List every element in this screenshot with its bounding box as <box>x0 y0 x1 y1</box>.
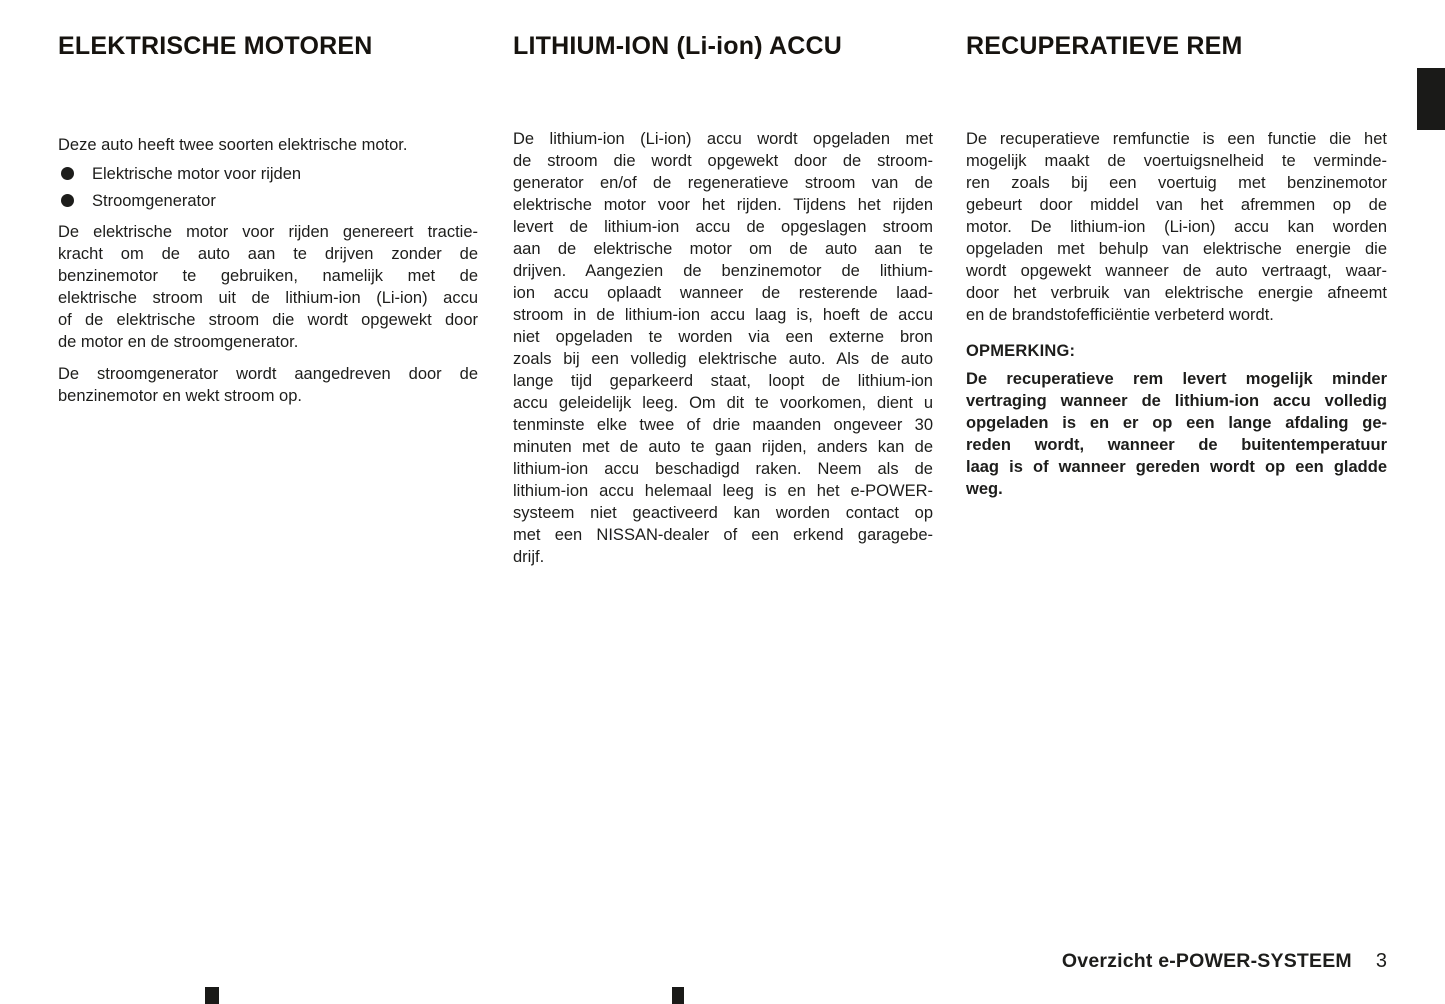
text-line: De stroomgenerator wordt aangedreven door de <box>58 365 478 383</box>
text-line: benzinemotor en wekt stroom op. <box>58 387 302 405</box>
text-line: de motor en de stroomgenerator. <box>58 333 299 351</box>
text-line: opgeladen met behulp van elektrische energie die <box>966 240 1387 258</box>
text-line: levert de lithium-ion accu de opgeslagen stroom <box>513 218 933 236</box>
text-line: systeem niet geactiveerd kan worden contact op <box>513 504 933 522</box>
list-item-label: Elektrische motor voor rijden <box>92 164 302 183</box>
bullet-icon <box>61 167 74 180</box>
text-line: ren zoals bij een voertuig met benzinemotor <box>966 174 1387 192</box>
page-number: 3 <box>1375 950 1387 972</box>
text-line: niet opgeladen te worden via een externe bron <box>513 328 933 346</box>
text-line: zoals bij een volledig elektrische auto. Als de auto <box>513 350 933 368</box>
section-heading: RECUPERATIEVE REM <box>966 32 1243 60</box>
text-line: gebeurt door middel van het afremmen op de <box>966 196 1387 214</box>
text-line: De recuperatieve rem levert mogelijk minder <box>966 370 1387 388</box>
paragraph <box>513 128 933 568</box>
note-paragraph <box>966 368 1387 500</box>
text-line: opgeladen is en er op een lange afdaling ge- <box>966 414 1387 432</box>
text-line: benzinemotor te gebruiken, namelijk met de <box>58 267 478 285</box>
paragraph <box>58 363 478 407</box>
column-recuperatieve-rem <box>966 33 1387 500</box>
text-line: weg. <box>966 480 1003 498</box>
print-mark <box>672 987 684 1004</box>
text-line: mogelijk maakt de voertuigsnelheid te verminde- <box>966 152 1387 170</box>
text-line: drijven. Aangezien de benzinemotor de lithium- <box>513 262 933 280</box>
section-heading: LITHIUM-ION (Li-ion) ACCU <box>513 32 842 60</box>
list-item <box>58 160 478 187</box>
text-line: ion accu oplaadt wanneer de resterende laad- <box>513 284 933 302</box>
text-line: minuten met de auto te gaan rijden, anders kan de <box>513 438 933 456</box>
paragraph <box>58 221 478 353</box>
text-line: lithium-ion accu beschadigd raken. Neem als de <box>513 460 933 478</box>
text-line: aan de elektrische motor om de auto aan te <box>513 240 933 258</box>
text-line: accu geleidelijk leeg. Om dit te voorkomen, dient u <box>513 394 933 412</box>
text-line: reden wordt, wanneer de buitentemperatuur <box>966 436 1387 454</box>
text-line: of de elektrische stroom die wordt opgewekt door <box>58 311 478 329</box>
paragraph <box>966 128 1387 326</box>
list-item <box>58 187 478 214</box>
text-line: De elektrische motor voor rijden genereert tractie- <box>58 223 478 241</box>
text-line: lithium-ion accu helemaal leeg is en het e-POWER- <box>513 482 933 500</box>
bullet-list <box>58 160 478 214</box>
text-line: laag is of wanneer gereden wordt op een gladde <box>966 458 1387 476</box>
list-item-label: Stroomgenerator <box>92 191 216 210</box>
text-line: generator en/of de regeneratieve stroom van de <box>513 174 933 192</box>
text-line: elektrische stroom uit de lithium-ion (Li-ion) accu <box>58 289 478 307</box>
column-elektrische-motoren <box>58 33 478 407</box>
text-line: De lithium-ion (Li-ion) accu wordt opgeladen met <box>513 130 933 148</box>
text-line: met een NISSAN-dealer of een erkend garagebe- <box>513 526 933 544</box>
text-line: door het verbruik van elektrische energie afneemt <box>966 284 1387 302</box>
text-line: en de brandstofefficiëntie verbeterd wordt. <box>966 306 1274 324</box>
bullet-icon <box>61 194 74 207</box>
column-body <box>58 134 478 407</box>
text-line: drijf. <box>513 548 545 566</box>
text-line: motor. De lithium-ion (Li-ion) accu kan worden <box>966 218 1387 236</box>
text-line: stroom in de lithium-ion accu laag is, hoeft de accu <box>513 306 933 324</box>
note-heading: OPMERKING: <box>966 342 1076 360</box>
print-mark <box>205 987 219 1004</box>
column-lithium-ion-accu <box>513 33 933 568</box>
text-line: elektrische motor voor het rijden. Tijdens het rijden <box>513 196 933 214</box>
page-footer <box>1062 950 1387 973</box>
section-tab-marker <box>1417 68 1445 130</box>
text-line: wordt opgewekt wanneer de auto vertraagt, waar- <box>966 262 1387 280</box>
text-line: tenminste elke twee of drie maanden ongeveer 30 <box>513 416 933 434</box>
text-line: lange tijd geparkeerd staat, loopt de lithium-ion <box>513 372 933 390</box>
footer-section-title: Overzicht e-POWER-SYSTEEM <box>1061 950 1352 972</box>
section-heading: ELEKTRISCHE MOTOREN <box>58 32 373 60</box>
text-line: de stroom die wordt opgewekt door de stroom- <box>513 152 933 170</box>
text-line: De recuperatieve remfunctie is een functie die het <box>966 130 1387 148</box>
intro-text: Deze auto heeft twee soorten elektrische motor. <box>58 136 408 154</box>
column-body <box>513 128 933 568</box>
text-line: kracht om de auto aan te drijven zonder de <box>58 245 478 263</box>
column-body <box>966 128 1387 500</box>
text-line: vertraging wanneer de lithium-ion accu volledig <box>966 392 1387 410</box>
